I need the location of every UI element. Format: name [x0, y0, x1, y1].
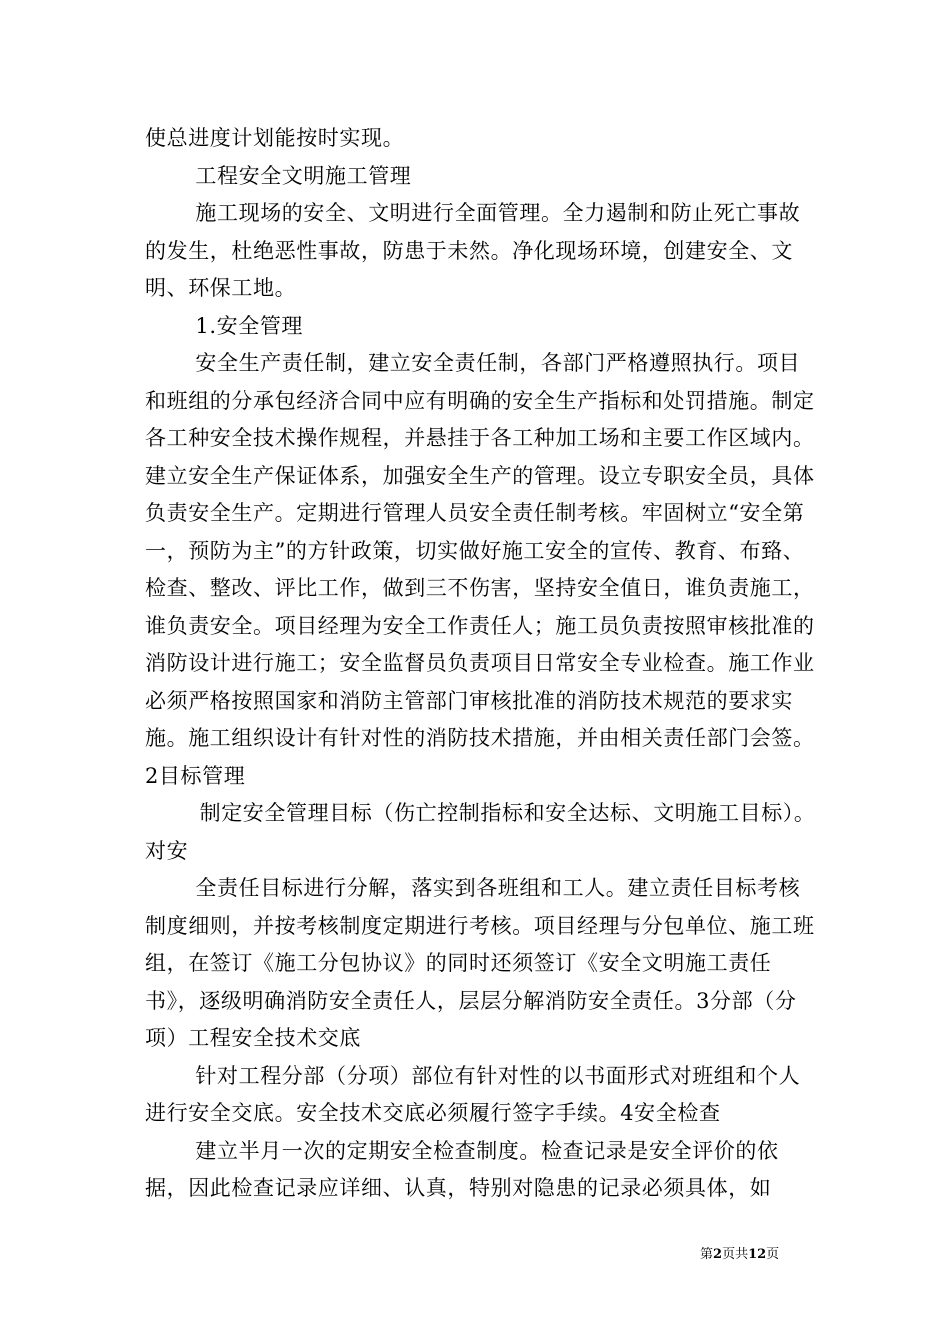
paragraph: 建立半月一次的定期安全检查制度。检查记录是安全评价的依据，因此检查记录应详细、认真，特别对隐患的记录必须具体，如 [145, 1138, 779, 1200]
footer-page-number: 2 [713, 1247, 723, 1262]
footer-prefix: 第 [700, 1247, 714, 1262]
paragraph: 制定安全管理目标（伤亡控制指标和安全达标、文明施工目标）。对安 [145, 801, 816, 863]
paragraph-continuation: 使总进度计划能按时实现。 [145, 126, 405, 150]
section-heading: 工程安全文明施工管理 [195, 163, 412, 188]
page-number-footer [700, 1247, 820, 1263]
footer-suffix: 页 [766, 1247, 780, 1262]
document-body [145, 120, 817, 1208]
paragraph: 针对工程分部（分项）部位有针对性的以书面形式对班组和个人进行安全交底。安全技术交底必须履行签字手续。4安全检查 [145, 1063, 801, 1125]
footer-total-pages: 12 [748, 1247, 767, 1262]
paragraph: 安全生产责任制，建立安全责任制，各部门严格遵照执行。项目和班组的分承包经济合同中应有明确的安全生产指标和处罚措施。制定各工种安全技术操作规程，并悬挂于各工种加工场和主要工作区域内。建立安全生产保证体系，加强安全生产的管理。设立专职安全员，具体负责安全生产。定期进行管理人员安全责任制考核。牢固树立“安全第一，预防为主”的方针政策，切实做好施工安全的宣传、教育、布臵、检查、整改、评比工作，做到三不伤害，坚持安全值日，谁负责施工，谁负责安全。项目经理为安全工作责任人；施工员负责按照审核批准的消防设计进行施工；安全监督员负责项目日常安全专业检查。施工作业必须严格按照国家和消防主管部门审核批准的消防技术规范的要求实施。施工组织设计有针对性的消防技术措施，并由相关责任部门会签。2目标管理 [145, 351, 815, 788]
subsection-heading: 1.安全管理 [195, 313, 304, 338]
footer-middle: 页共 [722, 1247, 749, 1262]
paragraph: 施工现场的安全、文明进行全面管理。全力遏制和防止死亡事故的发生，杜绝恶性事故，防患于未然。净化现场环境，创建安全、文明、环保工地。 [145, 201, 801, 300]
paragraph: 全责任目标进行分解，落实到各班组和工人。建立责任目标考核制度细则，并按考核制度定期进行考核。项目经理与分包单位、施工班组，在签订《施工分包协议》的同时还须签订《安全文明施工责任书》，逐级明确消防安全责任人，层层分解消防安全责任。3分部（分项）工程安全技术交底 [145, 876, 815, 1050]
